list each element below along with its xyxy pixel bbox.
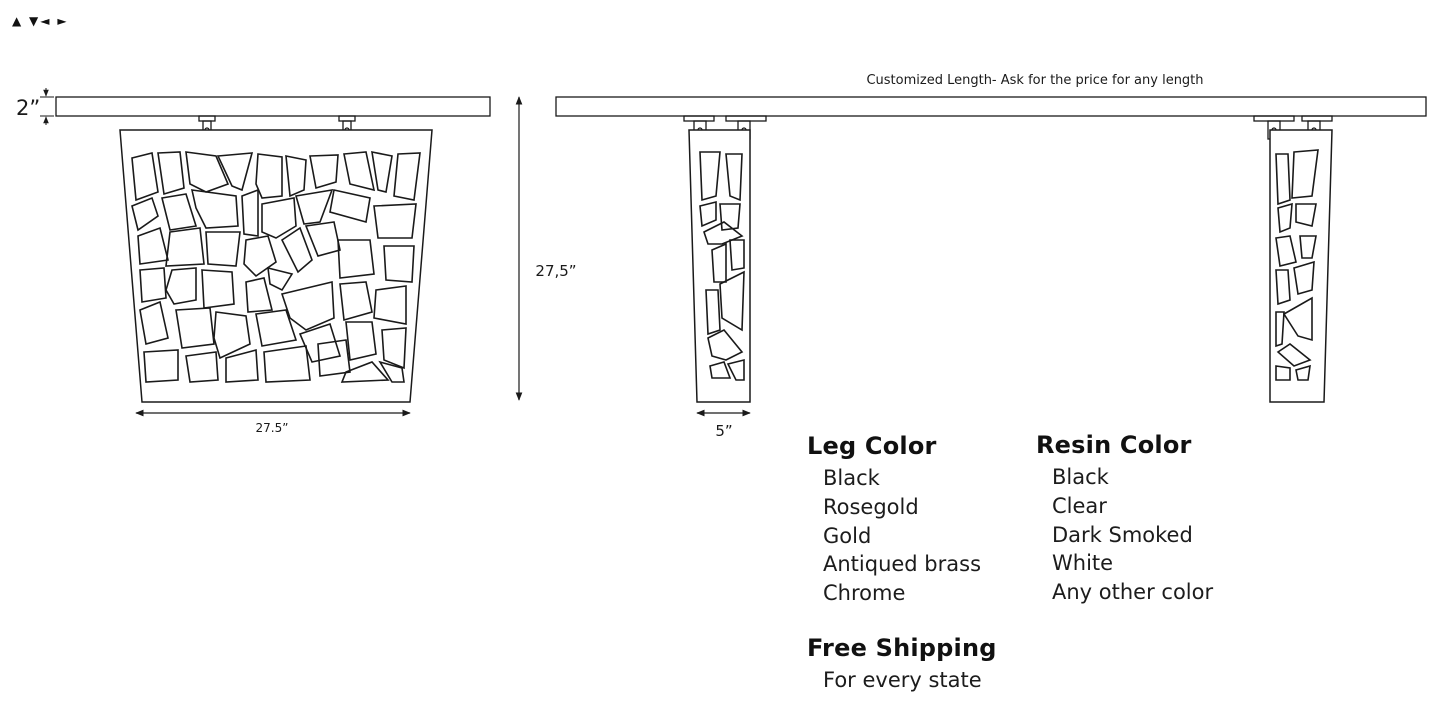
resin-color-option: White bbox=[1052, 551, 1114, 576]
resin-color-option: Dark Smoked bbox=[1052, 522, 1193, 547]
dim-top-thickness bbox=[40, 88, 54, 125]
resin-color-option: Clear bbox=[1052, 493, 1107, 518]
leg-color-option: Gold bbox=[823, 523, 872, 548]
resin-color-heading: Resin Color bbox=[1036, 431, 1192, 459]
leg-color-option: Rosegold bbox=[823, 494, 919, 519]
side-tabletop bbox=[556, 97, 1426, 116]
resin-color-option: Black bbox=[1052, 465, 1109, 489]
front-view bbox=[56, 97, 490, 402]
customized-length-note: Customized Length- Ask for the price for any length bbox=[866, 73, 1204, 88]
side-leg-right bbox=[1254, 116, 1332, 402]
dim-front-width-label: 27.5” bbox=[255, 421, 289, 435]
leg-color-option: Antiqued brass bbox=[823, 552, 982, 577]
leg-color-list bbox=[807, 464, 981, 608]
shipping-list bbox=[807, 666, 997, 695]
dim-leg-width-label: 5” bbox=[715, 422, 733, 440]
nav-arrows: ▲ ▼◄ ► bbox=[12, 14, 69, 28]
dim-top-thickness-label: 2” bbox=[16, 96, 41, 120]
resin-color-section bbox=[1036, 431, 1213, 607]
front-tabletop bbox=[56, 97, 490, 116]
dim-height-label: 27,5” bbox=[535, 262, 577, 280]
leg-color-heading: Leg Color bbox=[807, 432, 937, 460]
leg-color-section bbox=[807, 432, 981, 608]
resin-color-option: Any other color bbox=[1052, 580, 1214, 605]
shipping-option: For every state bbox=[823, 668, 982, 692]
leg-color-option: Black bbox=[823, 466, 880, 490]
side-view bbox=[556, 97, 1426, 402]
side-leg-left bbox=[684, 116, 766, 402]
resin-color-list bbox=[1036, 463, 1213, 607]
shipping-section bbox=[807, 634, 997, 695]
leg-color-option: Chrome bbox=[823, 581, 906, 606]
shipping-heading: Free Shipping bbox=[807, 634, 997, 662]
